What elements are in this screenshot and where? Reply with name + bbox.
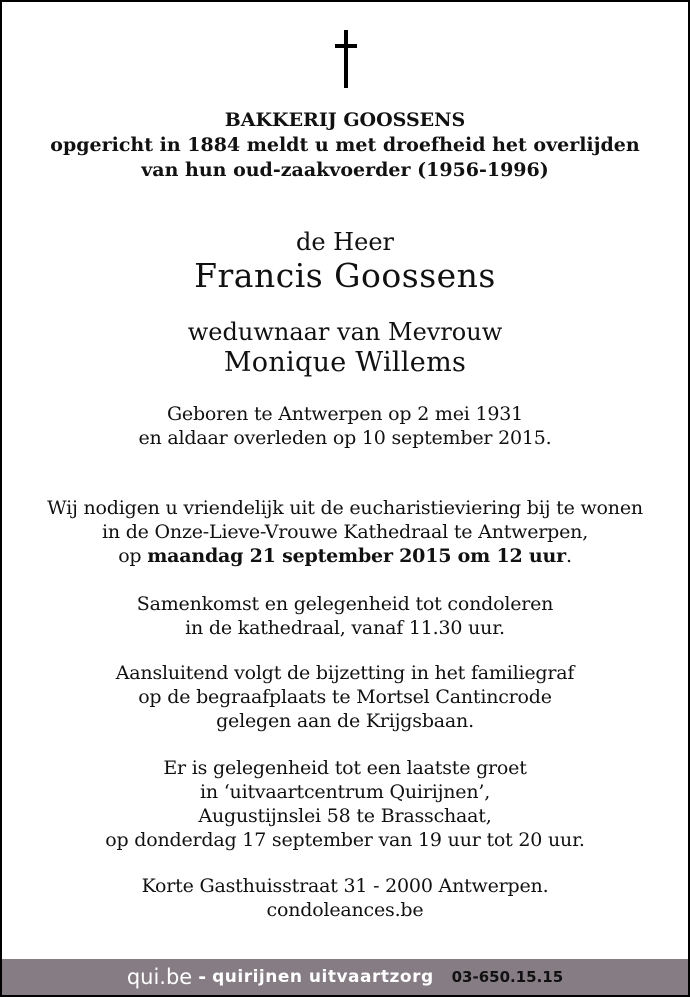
header-line-2: opgericht in 1884 meldt u met droefheid het overlijden (50, 134, 640, 156)
header-line-3: van hun oud-zaakvoerder (1956-1996) (141, 159, 549, 181)
invitation-line-2: in de Onze-Lieve-Vrouwe Kathedraal te Antwerpen, (101, 521, 589, 543)
farewell-line-3: Augustijnslei 58 te Brasschaat, (198, 805, 492, 827)
death-line: en aldaar overleden op 10 september 2015. (138, 427, 552, 449)
gathering-line-2: in de kathedraal, vanaf 11.30 uur. (185, 617, 505, 639)
gathering-line-1: Samenkomst en gelegenheid tot condoleren (136, 593, 554, 615)
invitation-suffix: . (565, 545, 572, 567)
invitation-prefix: op (118, 545, 148, 567)
spouse-relation: weduwnaar van Mevrouw (187, 318, 503, 346)
farewell-line-2: in ‘uitvaartcentrum Quirijnen’, (199, 781, 491, 803)
footer-brand: qui.be (126, 965, 193, 989)
burial-line-3: gelegen aan de Krijgsbaan. (216, 710, 474, 732)
business-name: BAKKERIJ GOOSSENS (224, 109, 466, 131)
burial-line-1: Aansluitend volgt de bijzetting in het familiegraf (115, 662, 575, 684)
footer-bar (2, 959, 688, 995)
latin-cross-icon (335, 30, 357, 88)
website: condoleances.be (266, 899, 424, 921)
footer-separator: - (198, 966, 207, 988)
burial-line-2: op de begraafplaats te Mortsel Cantincrode (138, 686, 552, 708)
title-prefix: de Heer (295, 228, 394, 256)
farewell-line-4: op donderdag 17 september van 19 uur tot 20 uur. (105, 829, 585, 851)
deceased-name: Francis Goossens (194, 256, 496, 295)
footer-company: quirijnen uitvaartzorg (212, 967, 434, 987)
footer-phone: 03-650.15.15 (451, 968, 564, 986)
ceremony-datetime: maandag 21 september 2015 om 12 uur (147, 545, 566, 567)
farewell-line-1: Er is gelegenheid tot een laatste groet (163, 757, 527, 779)
spouse-name: Monique Willems (223, 347, 467, 378)
invitation-line-3 (2, 545, 688, 567)
birth-line: Geboren te Antwerpen op 2 mei 1931 (166, 403, 524, 425)
invitation-line-1: Wij nodigen u vriendelijk uit de eucharistieviering bij te wonen (47, 497, 643, 519)
address: Korte Gasthuisstraat 31 - 2000 Antwerpen. (141, 875, 549, 897)
